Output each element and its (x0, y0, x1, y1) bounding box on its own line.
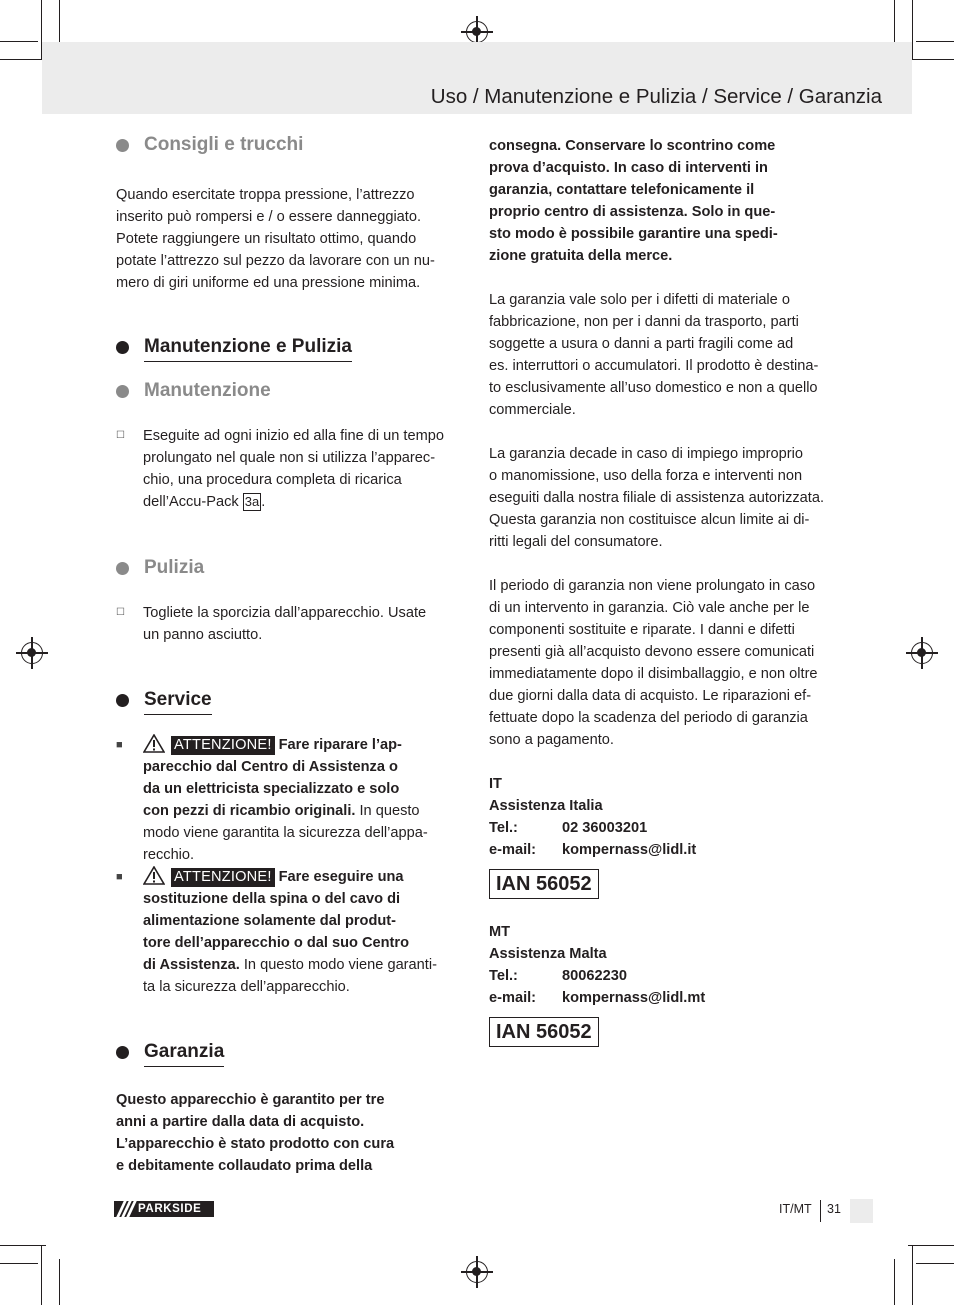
logo-stripes-icon (114, 1201, 138, 1217)
right-column (489, 135, 841, 1047)
warning-triangle-icon (143, 734, 165, 752)
contact-block-mt: MT Assistenza Malta Tel.: 80062230 e-mail: kompernass@lidl.mt IAN 56052 (489, 921, 841, 1047)
figure-reference: 3a (244, 494, 260, 509)
warranty-void-paragraph: La garanzia decade in caso di impiego improprio o manomissione, uso della forza e interventi non eseguiti dalla nostra filiale di assistenza autorizzata. Questa garanzia non costituisce alcun limite ai di- ritti legali del consumatore. (489, 446, 825, 550)
brand-logo: PARKSIDE (114, 1201, 214, 1217)
warranty-paragraph: Questo apparecchio è garantito per tre anni a partire dalla data di acquisto. L’apparecchio è stato prodotto con cura e debitamente collaudato prima della (116, 1092, 395, 1174)
crop-mark (41, 1245, 42, 1305)
crop-mark (916, 1263, 954, 1264)
section-heading-service: Service (116, 688, 466, 715)
registration-mark-icon (466, 21, 488, 43)
section-heading-warranty: Garanzia (116, 1040, 466, 1067)
crop-mark (0, 1245, 46, 1246)
phone-number: 80062230 (562, 968, 627, 984)
crop-mark (0, 1263, 38, 1264)
footer-divider (820, 1200, 821, 1222)
page-number: 31 (827, 1202, 841, 1216)
attention-label: ATTENZIONE! (171, 736, 275, 755)
page-tab (850, 1199, 873, 1223)
checkbox-bullet-icon: ☐ (116, 607, 125, 618)
phone-number: 02 36003201 (562, 820, 648, 836)
section-heading-maintenance-cleaning: Manutenzione e Pulizia (116, 335, 466, 362)
email-address: kompernass@lidl.it (562, 842, 697, 858)
left-column (116, 128, 466, 1177)
square-bullet-icon: ■ (116, 739, 123, 751)
crop-mark (908, 59, 954, 60)
warranty-period-paragraph: Il periodo di garanzia non viene prolungato in caso di un intervento in garanzia. Ciò vale anche per le componenti sostituite e riparate. I danni e difetti presenti già all’acquisto devono essere comunicati immediatamente dopo il disimballaggio, e non oltre due giorni dalla data di acquisto. Le riparazioni ef- fettuate dopo la scadenza del periodo di garanzia sono a pagamento. (489, 578, 818, 748)
section-heading-maintenance: Manutenzione (116, 379, 466, 403)
crop-mark (916, 41, 954, 42)
registration-mark-icon (466, 1261, 488, 1283)
crop-mark (59, 1259, 60, 1305)
registration-mark-icon (911, 642, 933, 664)
page-header (42, 42, 912, 114)
crop-mark (894, 0, 895, 46)
list-item: ☐ Eseguite ad ogni inizio ed alla fine di un tempo prolungato nel quale non si utilizza l’apparec- chio, una procedura completa di ricarica dell’Accu-Pack 3a . (116, 425, 466, 513)
attention-label: ATTENZIONE! (171, 868, 275, 887)
contact-block-it: IT Assistenza Italia Tel.: 02 36003201 e-mail: kompernass@lidl.it IAN 56052 (489, 773, 841, 899)
section-heading-tips: Consigli e trucchi (116, 133, 466, 157)
tips-paragraph: Quando esercitate troppa pressione, l’attrezzo inserito può rompersi e / o essere danneggiato. Potete raggiungere un risultato ottimo, quando potate l’attrezzo sul pezzo da lavorare con un nu- mero di giri uniforme ed una pressione minima. (116, 187, 435, 291)
ian-number-box: IAN 56052 (489, 869, 599, 899)
crop-mark (59, 0, 60, 46)
square-bullet-icon: ■ (116, 871, 123, 883)
crop-mark (894, 1259, 895, 1305)
ian-number-box: IAN 56052 (489, 1017, 599, 1047)
list-item: ☐ Togliete la sporcizia dall’apparecchio. Usate un panno asciutto. (116, 602, 466, 646)
crop-mark (0, 41, 38, 42)
warning-triangle-icon (143, 866, 165, 884)
crop-mark (912, 0, 913, 60)
list-item: ■ ATTENZIONE! Fare riparare l’ap- parecchio dal Centro di Assistenza o da un elettricista specializzato e solo con pezzi di ricambio originali. In questo modo viene garantita la sicurezza dell’appa- recchio. (116, 734, 466, 866)
checkbox-bullet-icon: ☐ (116, 430, 125, 441)
warranty-paragraph-continued: consegna. Conservare lo scontrino come prova d’acquisto. In caso di interventi in garanzia, contattare telefonicamente il proprio centro di assistenza. Solo in que- sto modo è possibile garantire una spedi- zione gratuita della merce. (489, 138, 778, 264)
crop-mark (912, 1245, 913, 1305)
language-code: IT/MT (779, 1202, 812, 1216)
list-item: ■ ATTENZIONE! Fare eseguire una sostituzione della spina o del cavo di alimentazione solamente dal produt- tore dell’apparecchio o dal suo Centro di Assistenza. In questo modo viene garanti- ta la sicurezza dell’apparecchio. (116, 866, 466, 998)
page-title: Uso / Manutenzione e Pulizia / Service / Garanzia (430, 85, 882, 108)
email-address: kompernass@lidl.mt (562, 990, 706, 1006)
warranty-scope-paragraph: La garanzia vale solo per i difetti di materiale o fabbricazione, non per i danni da trasporto, parti soggette a usura o danni a parti fragili come ad es. interruttori o accumulatori. Il prodotto è destina- to esclusivamente all’uso domestico e non a quello commerciale. (489, 292, 819, 418)
crop-mark (908, 1245, 954, 1246)
registration-mark-icon (21, 642, 43, 664)
section-heading-cleaning: Pulizia (116, 556, 466, 580)
crop-mark (0, 59, 46, 60)
